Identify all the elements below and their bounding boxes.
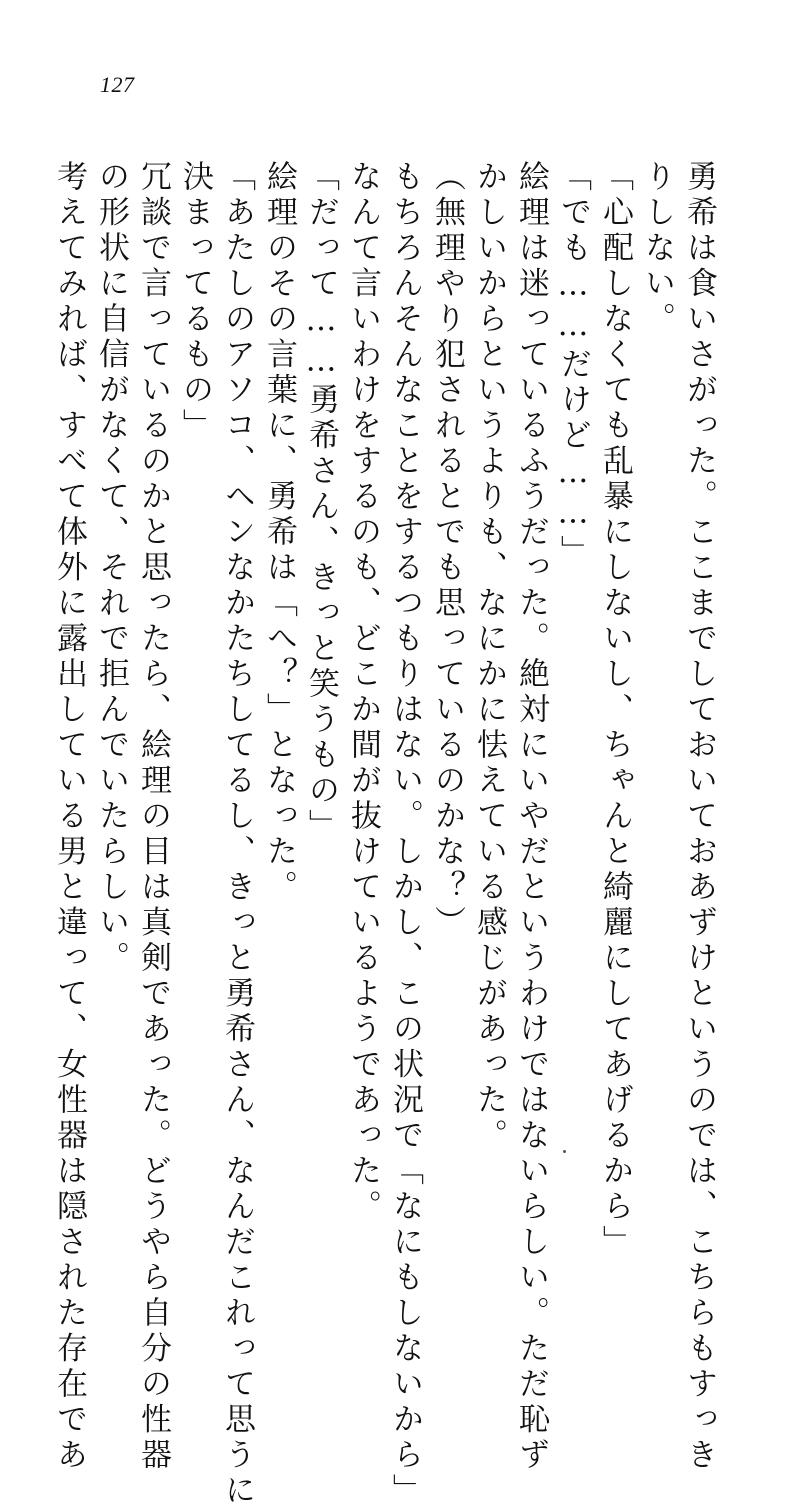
text-line: の形状に自信がなくて、それで拒んでいたらしい。 [93, 160, 129, 977]
body-text [51, 160, 720, 1509]
text-line: 絵理は迷っているふうだった。絶対にいやだというわけではないらしい。ただ恥ず [513, 160, 549, 1474]
print-speck [563, 1150, 566, 1153]
text-line: 「だって……勇希さん、きっと笑うもの」 [303, 160, 339, 845]
text-line: なんて言いわけをするのも、どこか間が抜けているようであった。 [345, 160, 381, 1225]
text-line: 「心配しなくても乱暴にしないし、ちゃんと綺麗にしてあげるから」 [597, 160, 633, 1261]
text-line: 勇希は食いさがった。ここまでしておいておあずけというのでは、こちらもすっき [681, 160, 717, 1474]
text-line: 冗談で言っているのかと思ったら、絵理の目は真剣であった。どうやら自分の性器 [135, 160, 171, 1474]
text-line: （無理やり犯されるとでも思っているのかな？） [429, 160, 465, 941]
page-number: 127 [100, 72, 135, 97]
text-line: 絵理のその言葉に、勇希は「へ？」となった。 [261, 160, 297, 906]
text-line: 決まってるもの」 [177, 160, 213, 444]
text-line: 考えてみれば、すべて体外に露出している男と違って、女性器は隠された存在であ [51, 160, 87, 1474]
text-line: 「でも……だけど……」 [555, 160, 591, 571]
text-line: りしない。 [639, 160, 675, 338]
text-line: もちろんそんなことをするつもりはない。しかし、この状況で「なにもしないから」 [387, 160, 423, 1509]
text-line: かしいからというよりも、なにかに怯えている感じがあった。 [471, 160, 507, 1154]
text-line: 「あたしのアソコ、ヘンなかたちしてるし、きっと勇希さん、なんだこれって思うに [219, 160, 255, 1509]
